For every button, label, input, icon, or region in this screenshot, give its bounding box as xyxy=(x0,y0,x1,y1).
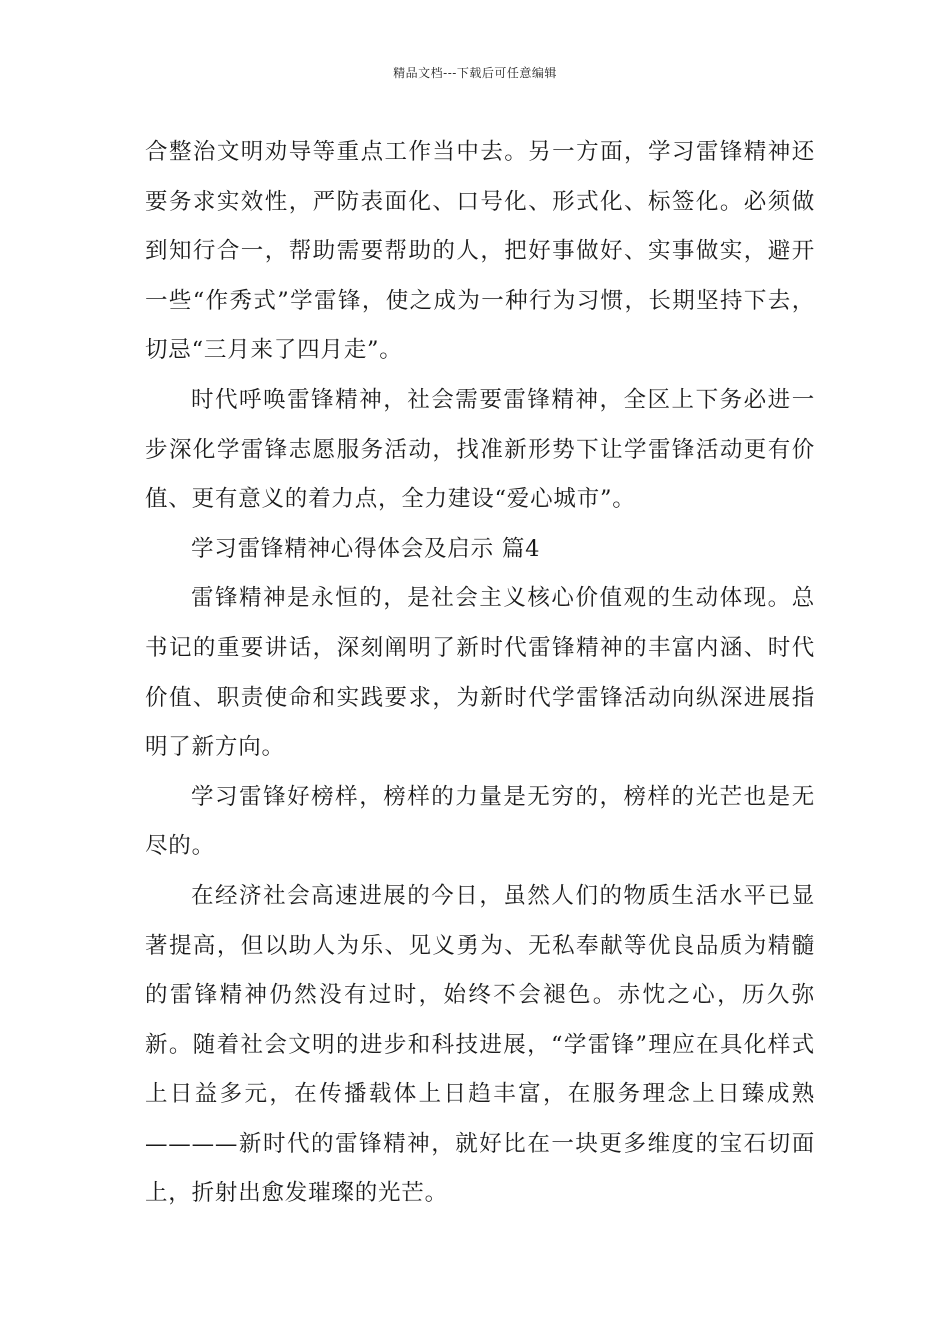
paragraph: 学习雷锋好榜样，榜样的力量是无穷的，榜样的光芒也是无尽的。 xyxy=(145,783,815,860)
paragraph-continuation: 合整治文明劝导等重点工作当中去。另一方面，学习雷锋精神还要务求实效性，严防表面化、口号化、形式化、标签化。必须做到知行合一，帮助需要帮助的人，把好事做好、实事做实，避开一些“作秀式”学雷锋，使之成为一种行为习惯，长期坚持下去，切忌“三月来了四月走”。 xyxy=(145,139,815,364)
document-body xyxy=(145,128,815,1219)
paragraph: 雷锋精神是永恒的，是社会主义核心价值观的生动体现。总书记的重要讲话，深刻阐明了新时代雷锋精神的丰富内涵、时代价值、职责使命和实践要求，为新时代学雷锋活动向纵深进展指明了新方向。 xyxy=(145,585,815,761)
paragraph: 在经济社会高速进展的今日，虽然人们的物质生活水平已显著提高，但以助人为乐、见义勇为、无私奉献等优良品质为精髓的雷锋精神仍然没有过时，始终不会褪色。赤忱之心，历久弥新。随着社会文明的进步和科技进展，“学雷锋”理应在具化样式上日益多元，在传播载体上日趋丰富，在服务理念上日臻成熟————新时代的雷锋精神，就好比在一块更多维度的宝石切面上，折射出愈发璀璨的光芒。 xyxy=(145,882,815,1207)
paragraph: 时代呼唤雷锋精神，社会需要雷锋精神，全区上下务必进一步深化学雷锋志愿服务活动，找准新形势下让学雷锋活动更有价值、更有意义的着力点，全力建设“爱心城市”。 xyxy=(145,386,815,513)
page-header: 精品文档---下载后可任意编辑 xyxy=(393,66,557,80)
section-heading: 学习雷锋精神心得体会及启示 篇4 xyxy=(191,535,541,562)
